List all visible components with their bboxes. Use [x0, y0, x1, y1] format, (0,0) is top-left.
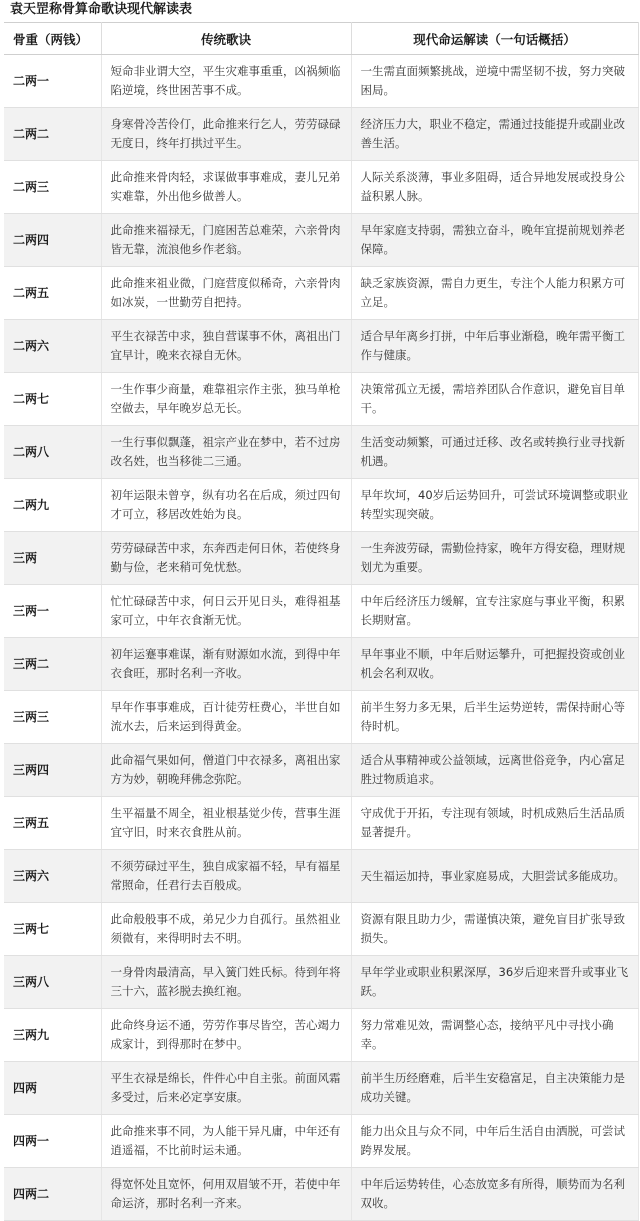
- bone-weight-cell: [4, 320, 101, 373]
- modern-reading-cell-text: 早年学业或职业积累深厚，36岁后迎来晋升或事业飞跃。: [360, 965, 629, 998]
- traditional-song-cell-text: 生平福量不周全，祖业根基觉少传，营事生涯宜守旧，时来衣食胜从前。: [110, 806, 341, 839]
- fortune-table: [4, 22, 639, 1221]
- bone-weight-cell-text: 四两一: [13, 1133, 50, 1148]
- bone-weight-cell-text: 二两八: [13, 444, 50, 459]
- traditional-song-cell: [101, 1009, 351, 1062]
- traditional-song-cell-text: 此命推来事不同，为人能干异凡庸，中年还有逍遥福，不比前时运未通。: [110, 1124, 341, 1157]
- traditional-song-cell: [101, 956, 351, 1009]
- modern-reading-cell-text: 适合从事精神或公益领域，远离世俗竞争，内心富足胜过物质追求。: [360, 753, 625, 786]
- bone-weight-cell-text: 二两三: [13, 179, 50, 194]
- traditional-song-cell: [101, 108, 351, 161]
- table-row: [4, 903, 638, 956]
- bone-weight-cell: [4, 161, 101, 214]
- traditional-song-cell: [101, 1115, 351, 1168]
- modern-reading-cell: [351, 1009, 638, 1062]
- modern-reading-cell: [351, 426, 638, 479]
- modern-reading-cell: [351, 850, 638, 903]
- modern-reading-cell: [351, 55, 638, 108]
- modern-reading-cell: [351, 320, 638, 373]
- bone-weight-cell: [4, 214, 101, 267]
- bone-weight-cell: [4, 1168, 101, 1221]
- traditional-song-cell: [101, 426, 351, 479]
- bone-weight-cell: [4, 956, 101, 1009]
- bone-weight-cell-text: 三两九: [13, 1027, 50, 1042]
- bone-weight-cell-text: 三两五: [13, 815, 50, 830]
- bone-weight-cell: [4, 55, 101, 108]
- modern-reading-cell: [351, 797, 638, 850]
- traditional-song-cell: [101, 161, 351, 214]
- bone-weight-cell-text: 二两六: [13, 338, 50, 353]
- traditional-song-cell-text: 得宽怀处且宽怀，何用双眉皱不开，若使中年命运济，那时名利一齐来。: [110, 1177, 341, 1210]
- bone-weight-cell-text: 三两七: [13, 921, 50, 936]
- traditional-song-cell: [101, 479, 351, 532]
- table-row: [4, 267, 638, 320]
- traditional-song-cell-text: 一生行事似飘蓬，祖宗产业在梦中，若不过房改名姓，也当移徙二三通。: [110, 435, 341, 468]
- traditional-song-cell-text: 初年运蹇事难谋，渐有财源如水流，到得中年衣食旺，那时名利一齐收。: [110, 647, 341, 680]
- modern-reading-cell: [351, 1062, 638, 1115]
- table-row: [4, 744, 638, 797]
- traditional-song-cell: [101, 1062, 351, 1115]
- modern-reading-cell: [351, 214, 638, 267]
- traditional-song-cell: [101, 585, 351, 638]
- table-row: [4, 532, 638, 585]
- traditional-song-cell: [101, 638, 351, 691]
- table-row: [4, 638, 638, 691]
- traditional-song-cell-text: 此命推来福禄无，门庭困苦总难荣，六亲骨肉皆无靠，流浪他乡作老翁。: [110, 223, 341, 256]
- modern-reading-cell: [351, 638, 638, 691]
- modern-reading-cell: [351, 956, 638, 1009]
- bone-weight-cell-text: 三两四: [13, 762, 50, 777]
- traditional-song-cell-text: 平生衣禄苦中求，独自营谋事不休，离祖出门宜早计，晚来衣禄自无休。: [110, 329, 341, 362]
- bone-weight-cell: [4, 426, 101, 479]
- modern-reading-cell: [351, 585, 638, 638]
- bone-weight-cell-text: 三两三: [13, 709, 50, 724]
- traditional-song-cell-text: 不须劳碌过平生，独自成家福不轻，早有福星常照命，任君行去百般成。: [110, 859, 341, 892]
- modern-reading-cell: [351, 903, 638, 956]
- traditional-song-cell-text: 初年运限未曾亨，纵有功名在后成，须过四旬才可立，移居改姓始为良。: [110, 488, 341, 521]
- bone-weight-cell: [4, 638, 101, 691]
- table-row: [4, 108, 638, 161]
- table-row: [4, 956, 638, 1009]
- table-row: [4, 1062, 638, 1115]
- table-row: [4, 1115, 638, 1168]
- traditional-song-cell: [101, 903, 351, 956]
- bone-weight-cell: [4, 373, 101, 426]
- modern-reading-cell: [351, 1168, 638, 1221]
- table-body: [4, 55, 638, 1221]
- traditional-song-cell: [101, 744, 351, 797]
- traditional-song-cell: [101, 532, 351, 585]
- traditional-song-cell-text: 平生衣禄是绵长，件件心中自主张。前面风霜多受过，后来必定享安康。: [110, 1071, 341, 1104]
- traditional-song-cell: [101, 1168, 351, 1221]
- modern-reading-cell-text: 中年后运势转佳，心态放宽多有所得，顺势而为名利双收。: [360, 1177, 625, 1210]
- table-row: [4, 320, 638, 373]
- bone-weight-cell: [4, 585, 101, 638]
- table-row: [4, 479, 638, 532]
- modern-reading-cell: [351, 108, 638, 161]
- modern-reading-cell: [351, 373, 638, 426]
- table-row: [4, 691, 638, 744]
- header-bone-weight: 骨重（两钱）: [4, 23, 101, 55]
- traditional-song-cell-text: 一生作事少商量，难靠祖宗作主张，独马单枪空做去，早年晚岁总无长。: [110, 382, 341, 415]
- traditional-song-cell-text: 一身骨肉最清高，早入簧门姓氏标。待到年将三十六，蓝衫脱去换红袍。: [110, 965, 341, 998]
- traditional-song-cell: [101, 267, 351, 320]
- bone-weight-cell: [4, 1009, 101, 1062]
- bone-weight-cell-text: 二两一: [13, 73, 50, 88]
- traditional-song-cell: [101, 214, 351, 267]
- header-traditional-song: 传统歌诀: [101, 23, 351, 55]
- bone-weight-cell-text: 三两一: [13, 603, 50, 618]
- modern-reading-cell: [351, 267, 638, 320]
- traditional-song-cell-text: 身寒骨冷苦伶仃，此命推来行乞人，劳劳碌碌无度日，终年打拱过平生。: [110, 117, 341, 150]
- bone-weight-cell-text: 二两九: [13, 497, 50, 512]
- traditional-song-cell: [101, 850, 351, 903]
- modern-reading-cell-text: 资源有限且助力少，需谨慎决策，避免盲目扩张导致损失。: [360, 912, 625, 945]
- bone-weight-cell-text: 三两: [13, 550, 38, 565]
- modern-reading-cell-text: 前半生历经磨难，后半生安稳富足，自主决策能力是成功关键。: [360, 1071, 625, 1104]
- traditional-song-cell-text: 此命推来骨肉轻，求谋做事事难成，妻儿兄弟实难靠，外出他乡做善人。: [110, 170, 341, 203]
- traditional-song-cell-text: 劳劳碌碌苦中求，东奔西走何日休，若使终身勤与俭，老来稍可免忧愁。: [110, 541, 341, 574]
- modern-reading-cell-text: 生活变动频繁，可通过迁移、改名或转换行业寻找新机遇。: [360, 435, 625, 468]
- traditional-song-cell-text: 此命终身运不通，劳劳作事尽皆空，苦心竭力成家计，到得那时在梦中。: [110, 1018, 341, 1051]
- bone-weight-cell-text: 二两五: [13, 285, 50, 300]
- bone-weight-cell-text: 三两八: [13, 974, 50, 989]
- bone-weight-cell: [4, 532, 101, 585]
- traditional-song-cell: [101, 373, 351, 426]
- table-row: [4, 55, 638, 108]
- modern-reading-cell-text: 能力出众且与众不同，中年后生活自由洒脱，可尝试跨界发展。: [360, 1124, 625, 1157]
- modern-reading-cell-text: 努力常难见效，需调整心态，接纳平凡中寻找小确幸。: [360, 1018, 614, 1051]
- table-row: [4, 1168, 638, 1221]
- bone-weight-cell: [4, 1115, 101, 1168]
- modern-reading-cell-text: 早年坎坷，40岁后运势回升，可尝试环境调整或职业转型实现突破。: [360, 488, 629, 521]
- modern-reading-cell-text: 一生奔波劳碌，需勤俭持家，晚年方得安稳，理财规划尤为重要。: [360, 541, 625, 574]
- modern-reading-cell: [351, 532, 638, 585]
- table-row: [4, 585, 638, 638]
- bone-weight-cell-text: 三两六: [13, 868, 50, 883]
- traditional-song-cell: [101, 797, 351, 850]
- bone-weight-cell: [4, 1062, 101, 1115]
- bone-weight-cell: [4, 691, 101, 744]
- bone-weight-cell-text: 二两七: [13, 391, 50, 406]
- table-row: [4, 850, 638, 903]
- bone-weight-cell-text: 四两: [13, 1080, 38, 1095]
- traditional-song-cell-text: 此命福气果如何，僧道门中衣禄多，离祖出家方为妙，朝晚拜佛念弥陀。: [110, 753, 341, 786]
- bone-weight-cell-text: 三两二: [13, 656, 50, 671]
- modern-reading-cell-text: 人际关系淡薄，事业多阻碍，适合异地发展或投身公益积累人脉。: [360, 170, 625, 203]
- modern-reading-cell-text: 早年事业不顺，中年后财运攀升，可把握投资或创业机会名利双收。: [360, 647, 625, 680]
- table-row: [4, 373, 638, 426]
- traditional-song-cell-text: 此命推来祖业微，门庭营度似稀奇，六亲骨肉如冰炭，一世勤劳自把持。: [110, 276, 341, 309]
- traditional-song-cell: [101, 691, 351, 744]
- header-modern-reading: 现代命运解读（一句话概括）: [351, 23, 638, 55]
- page-title: 袁天罡称骨算命歌诀现代解读表: [10, 2, 193, 17]
- table-row: [4, 1009, 638, 1062]
- bone-weight-cell: [4, 903, 101, 956]
- modern-reading-cell-text: 缺乏家族资源，需自力更生，专注个人能力积累方可立足。: [360, 276, 625, 309]
- modern-reading-cell: [351, 161, 638, 214]
- table-row: [4, 797, 638, 850]
- modern-reading-cell: [351, 691, 638, 744]
- traditional-song-cell: [101, 55, 351, 108]
- modern-reading-cell-text: 前半生努力多无果，后半生运势逆转，需保持耐心等待时机。: [360, 700, 625, 733]
- traditional-song-cell-text: 此命般般事不成，弟兄少力自孤行。虽然祖业须微有，来得明时去不明。: [110, 912, 341, 945]
- bone-weight-cell: [4, 797, 101, 850]
- modern-reading-cell: [351, 479, 638, 532]
- modern-reading-cell-text: 早年家庭支持弱，需独立奋斗，晚年宜提前规划养老保障。: [360, 223, 625, 256]
- table-row: [4, 426, 638, 479]
- bone-weight-cell: [4, 267, 101, 320]
- table-header-row: [4, 23, 638, 55]
- bone-weight-cell-text: 二两四: [13, 232, 50, 247]
- traditional-song-cell-text: 早年作事事难成，百计徒劳枉费心，半世自如流水去，后来运到得黄金。: [110, 700, 341, 733]
- bone-weight-cell-text: 二两二: [13, 126, 50, 141]
- modern-reading-cell: [351, 744, 638, 797]
- table-row: [4, 161, 638, 214]
- bone-weight-cell: [4, 850, 101, 903]
- modern-reading-cell-text: 一生需直面频繁挑战，逆境中需坚韧不拔，努力突破困局。: [360, 64, 625, 97]
- bone-weight-cell-text: 四两二: [13, 1186, 50, 1201]
- modern-reading-cell-text: 守成优于开拓，专注现有领域，时机成熟后生活品质显著提升。: [360, 806, 625, 839]
- table-row: [4, 214, 638, 267]
- modern-reading-cell: [351, 1115, 638, 1168]
- traditional-song-cell: [101, 320, 351, 373]
- modern-reading-cell-text: 决策常孤立无援，需培养团队合作意识，避免盲目单干。: [360, 382, 625, 415]
- modern-reading-cell-text: 经济压力大，职业不稳定，需通过技能提升或副业改善生活。: [360, 117, 625, 150]
- traditional-song-cell-text: 忙忙碌碌苦中求，何日云开见日头，难得祖基家可立，中年衣食渐无忧。: [110, 594, 341, 627]
- modern-reading-cell-text: 适合早年离乡打拼，中年后事业渐稳，晚年需平衡工作与健康。: [360, 329, 625, 362]
- bone-weight-cell: [4, 744, 101, 797]
- bone-weight-cell: [4, 108, 101, 161]
- traditional-song-cell-text: 短命非业谓大空，平生灾难事重重，凶祸频临陷逆境，终世困苦事不成。: [110, 64, 341, 97]
- bone-weight-cell: [4, 479, 101, 532]
- modern-reading-cell-text: 天生福运加持，事业家庭易成，大胆尝试多能成功。: [360, 868, 625, 883]
- modern-reading-cell-text: 中年后经济压力缓解，宜专注家庭与事业平衡，积累长期财富。: [360, 594, 625, 627]
